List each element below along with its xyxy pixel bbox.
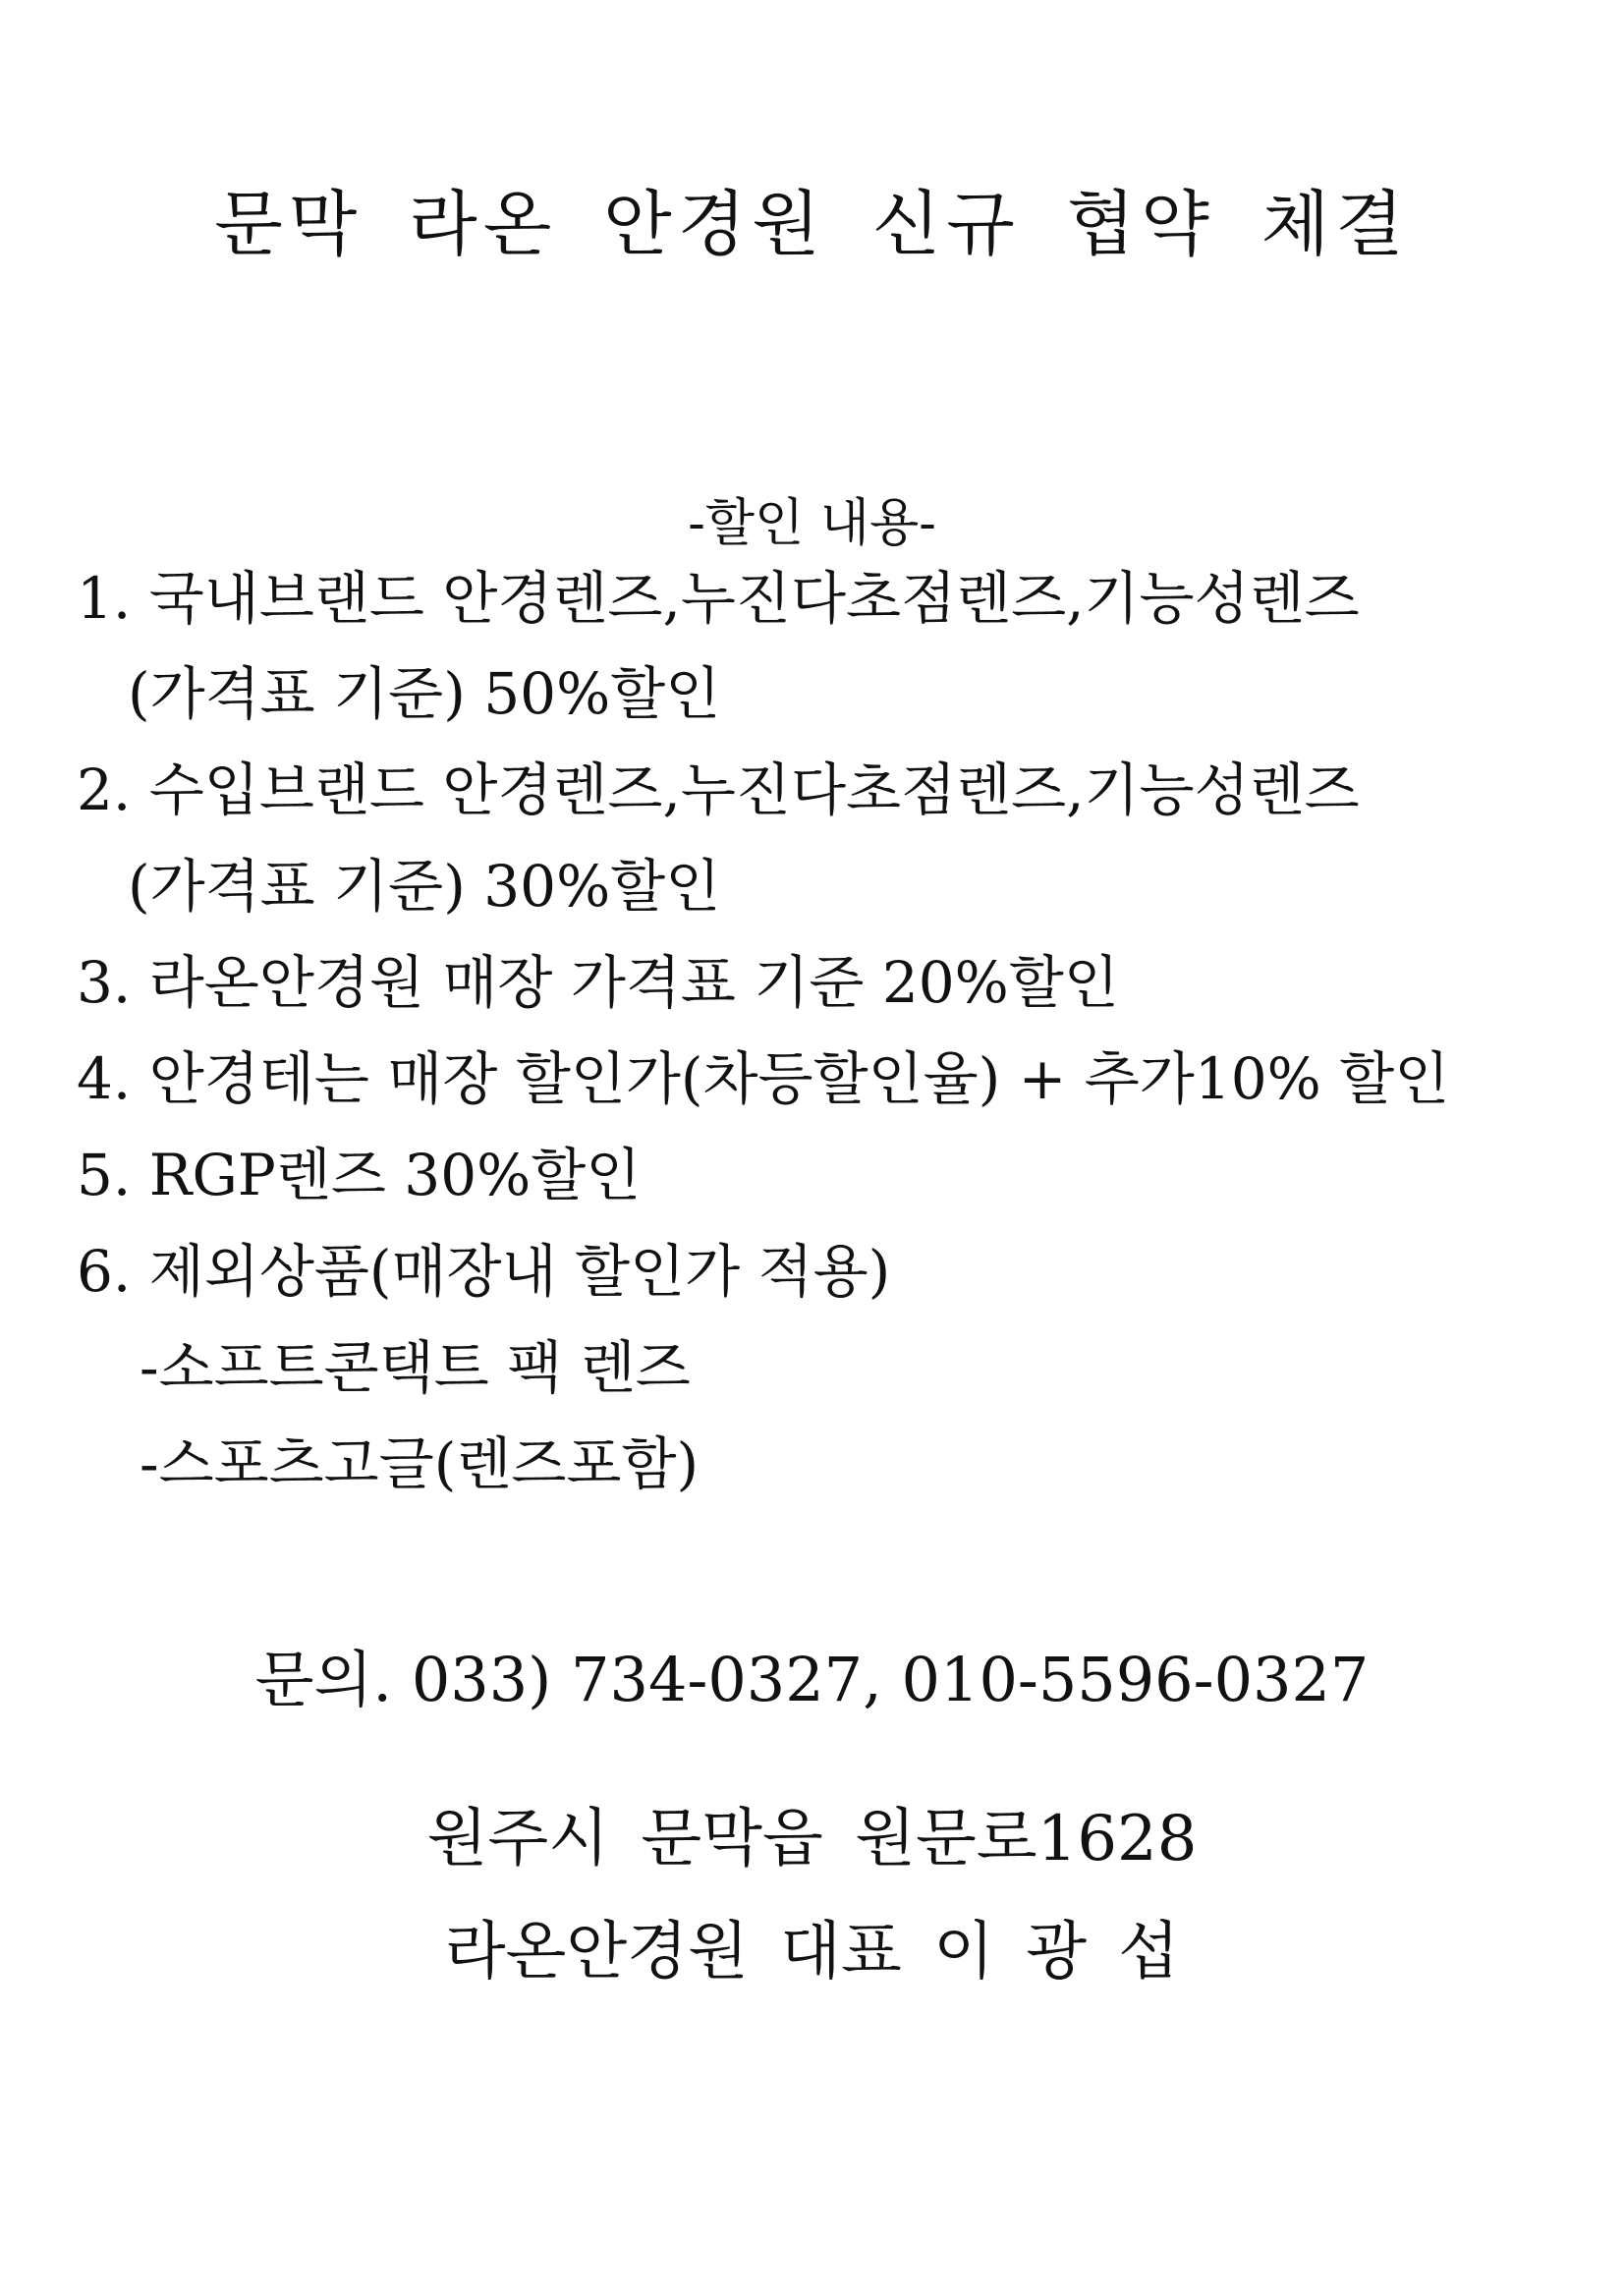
discount-item-2-detail: (가격표 기준) 30%할인 xyxy=(128,853,721,920)
discount-item-3: 3. 라온안경원 매장 가격표 기준 20%할인 xyxy=(77,949,1119,1016)
discount-item-6: 6. 제외상품(매장내 할인가 적용) xyxy=(77,1238,891,1305)
discount-item-5: 5. RGP렌즈 30%할인 xyxy=(77,1142,642,1208)
page-title: 문막 라온 안경원 신규 협약 체결 xyxy=(214,183,1410,265)
excluded-item-2: -스포츠고글(렌즈포함) xyxy=(140,1430,700,1497)
discount-item-4: 4. 안경테는 매장 할인가(차등할인율) + 추가10% 할인 xyxy=(77,1045,1450,1112)
discount-item-2: 2. 수입브랜드 안경렌즈,누진다초점렌즈,기능성렌즈 xyxy=(77,756,1360,823)
discount-header: -할인 내용- xyxy=(688,494,936,553)
store-address: 원주시 문막읍 원문로1628 xyxy=(426,1803,1198,1876)
discount-item-1-detail: (가격표 기준) 50%할인 xyxy=(128,660,721,727)
store-representative: 라온안경원 대표 이 광 섭 xyxy=(444,1916,1180,1988)
inquiry-contact: 문의. 033) 734-0327, 010-5596-0327 xyxy=(254,1644,1370,1715)
excluded-item-1: -소프트콘택트 팩 렌즈 xyxy=(140,1334,691,1401)
discount-item-1: 1. 국내브랜드 안경렌즈,누진다초점렌즈,기능성렌즈 xyxy=(77,565,1360,632)
